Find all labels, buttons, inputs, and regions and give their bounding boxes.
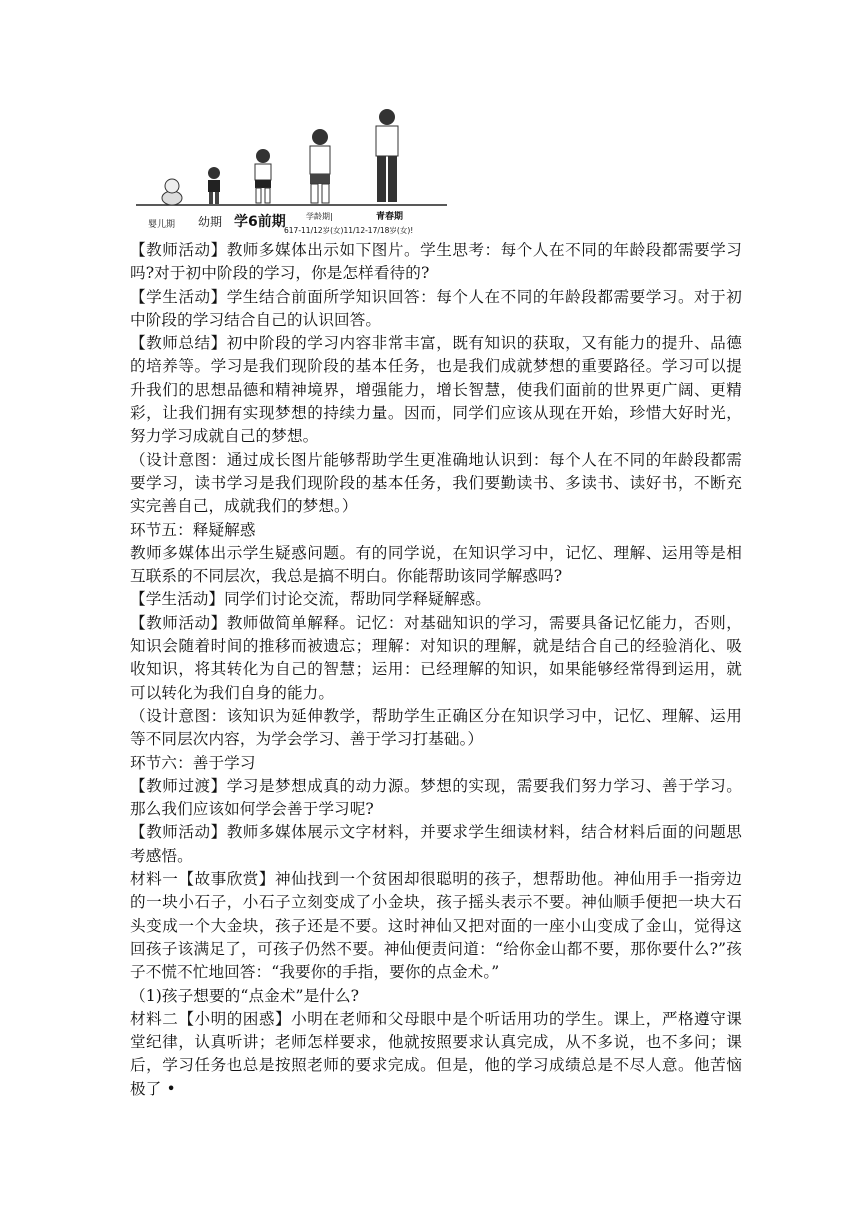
paragraph-teacher-activity-1: 【教师活动】教师多媒体出示如下图片。学生思考：每个人在不同的年龄段都需要学习吗?对于初中阶段的学习，你是怎样看待的?	[130, 241, 742, 283]
label-school-age: 学龄期|	[306, 212, 333, 221]
growth-stages-figure	[134, 100, 449, 238]
paragraph-teacher-activity-2: 【教师活动】教师做简单解释。记忆：对基础知识的学习，需要具备记忆能力，否则，知识会随着时间的推移而被遗忘；理解：对知识的理解，就是结合自己的经验消化、吸收知识，将其转化为自己的智慧；运用：已经理解的知识，如果能够经常得到运用，就可以转化为我们自身的能力。	[130, 613, 742, 702]
school-age-child-figure	[310, 129, 330, 203]
section-heading-5: 环节五：释疑解惑	[130, 520, 256, 539]
paragraph-question-1: （1)孩子想要的“点金术”是什么?	[130, 986, 360, 1005]
age-range-note: 617-11/12岁(女)11/12-17/18岁(女)!	[284, 226, 414, 235]
label-preschool: 学6前期	[234, 214, 286, 230]
preschool-child-figure	[255, 149, 271, 203]
infant-figure	[162, 179, 182, 205]
label-toddler: 幼期	[198, 215, 223, 229]
paragraph-teacher-transition: 【教师过渡】学习是梦想成真的动力源。梦想的实现，需要我们努力学习、善于学习。那么我们应该如何学会善于学习呢?	[130, 776, 742, 819]
teenager-figure	[376, 109, 398, 202]
paragraph-student-activity-1: 【学生活动】学生结合前面所学知识回答：每个人在不同的年龄段都需要学习。对于初中阶段的学习结合自己的认识回答。	[130, 287, 742, 329]
paragraph-material-1: 材料一【故事欣赏】神仙找到一个贫困却很聪明的孩子，想帮助他。神仙用手一指旁边的一块小石子，小石子立刻变成了小金块，孩子摇头表示不要。神仙顺手便把一块大石头变成一个大金块，孩子还是不要。这时神仙又把对面的一座小山变成了金山，觉得这回孩子该满足了，可孩子仍然不要。神仙便责问道：“给你金山都不要，那你要什么?”孩子不慌不忙地回答：“我要你的手指，要你的点金术。”	[130, 870, 742, 982]
paragraph-material-2: 材料二【小明的困惑】小明在老师和父母眼中是个听话用功的学生。课上，严格遵守课堂纪律，认真听讲；老师怎样要求，他就按照要求认真完成，从不多说，也不多问；课后，学习任务也总是按照老师的要求完成。但是，他的学习成绩总是不尽人意。他苦恼极了 •	[130, 1009, 742, 1098]
label-infant: 婴儿期	[148, 220, 176, 230]
paragraph-teacher-summary: 【教师总结】初中阶段的学习内容非常丰富，既有知识的获取，又有能力的提升、品德的培养等。学习是我们现阶段的基本任务，也是我们成就梦想的重要路径。学习可以提升我们的思想品德和精神境界，增强能力，增长智慧，使我们面前的世界更广阔、更精彩，让我们拥有实现梦想的持续力量。因而，同学们应该从现在开始，珍惜大好时光，努力学习成就自己的梦想。	[130, 334, 742, 446]
paragraph-design-intent-2: （设计意图：该知识为延伸教学，帮助学生正确区分在知识学习中，记忆、理解、运用等不同层次内容，为学会学习、善于学习打基础。）	[130, 706, 742, 749]
paragraph-teacher-activity-3: 【教师活动】教师多媒体展示文字材料，并要求学生细读材料，结合材料后面的问题思考感悟。	[130, 823, 742, 865]
paragraph-design-intent-1: （设计意图：通过成长图片能够帮助学生更准确地认识到：每个人在不同的年龄段都需要学习，读书学习是我们现阶段的基本任务，我们要勤读书、多读书、读好书，不断充实完善自己，成就我们的梦想。）	[130, 450, 742, 516]
lesson-text	[130, 239, 742, 1101]
paragraph-student-activity-2: 【学生活动】同学们讨论交流，帮助同学释疑解惑。	[130, 590, 491, 609]
section-heading-6: 环节六：善于学习	[130, 753, 256, 772]
toddler-figure	[208, 167, 220, 204]
label-youth: 青春期	[376, 212, 404, 222]
growth-stages-illustration	[134, 100, 449, 238]
paragraph-teacher-question: 教师多媒体出示学生疑惑问题。有的同学说，在知识学习中，记忆、理解、运用等是相互联系的不同层次，我总是搞不明白。你能帮助该同学解惑吗?	[130, 543, 742, 586]
